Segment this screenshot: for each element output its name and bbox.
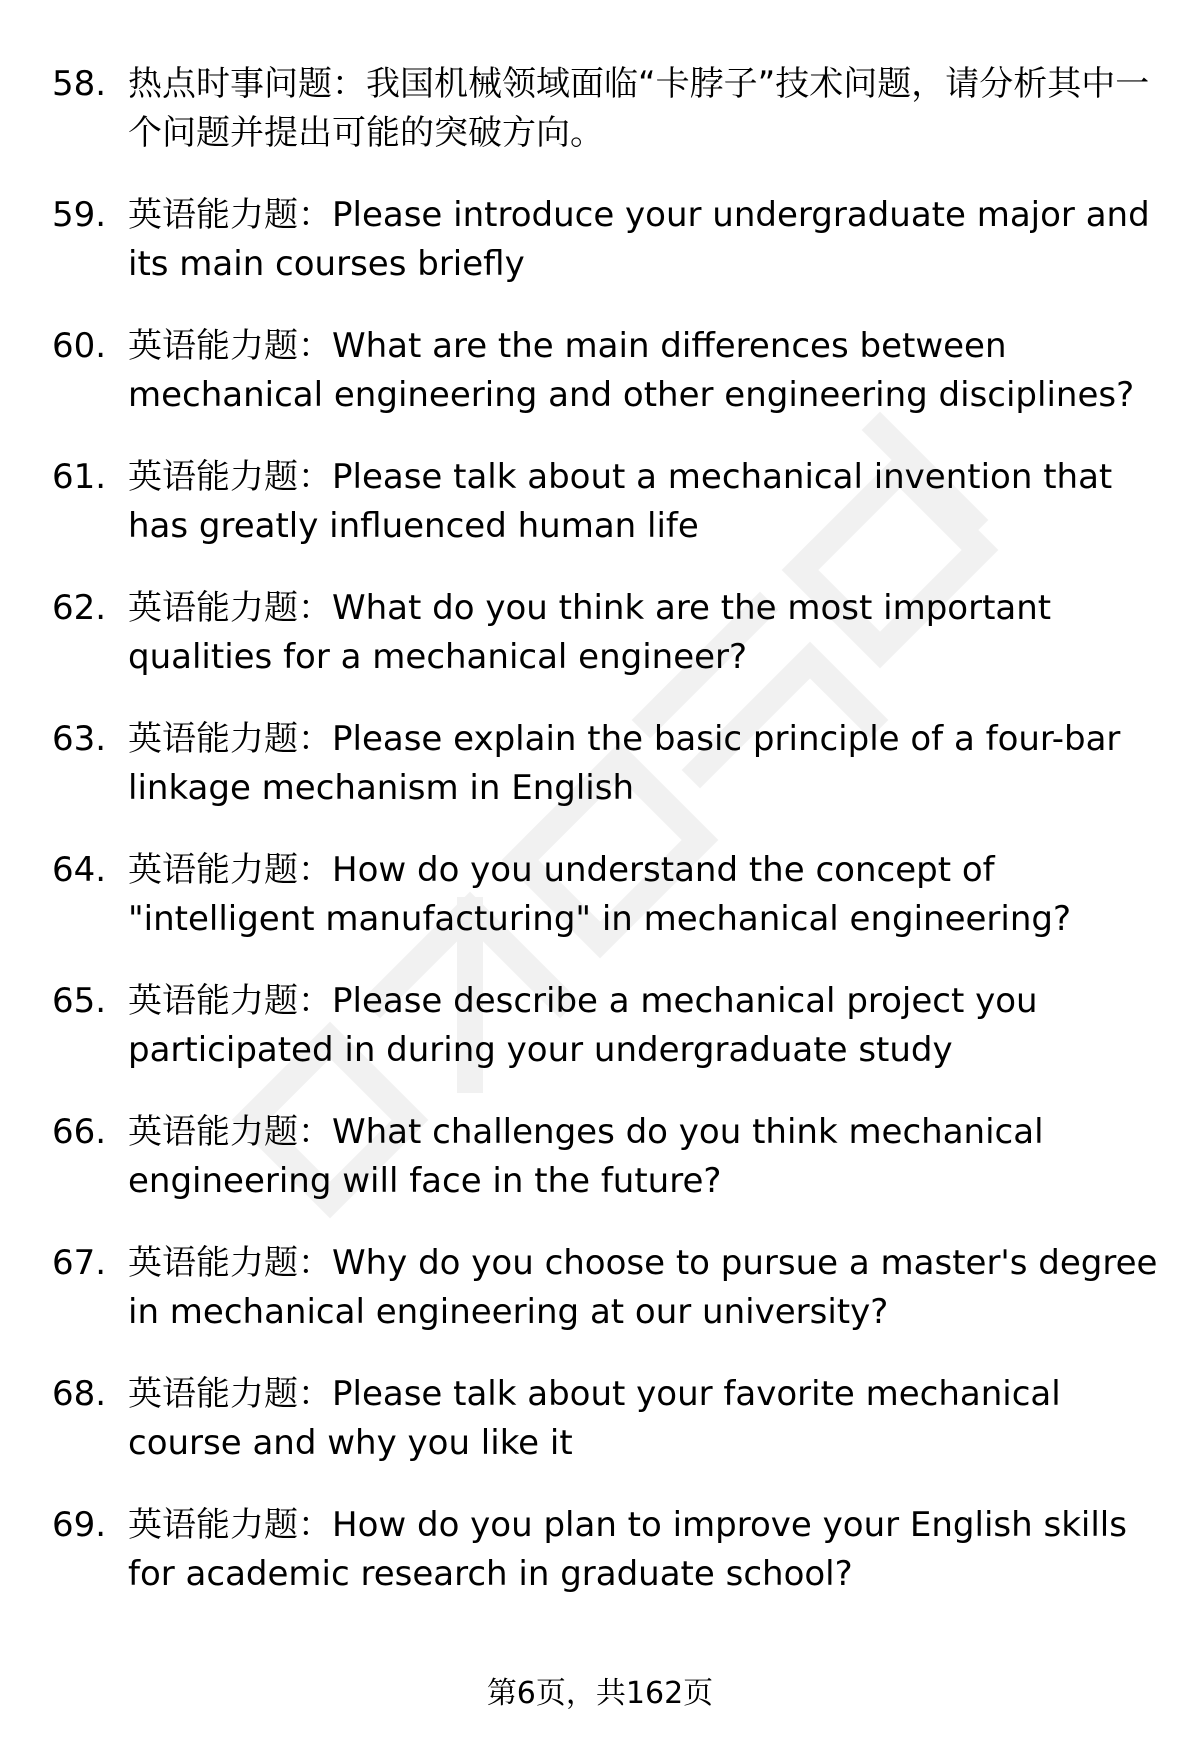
question-text: 英语能力题：Why do you choose to pursue a master's degree in mechanical engineering at our university?	[128, 1243, 1158, 1332]
page-footer: 第6页，共162页	[486, 1676, 714, 1711]
question-item-60	[52, 322, 1162, 420]
question-item-63	[52, 715, 1162, 813]
question-number: 69.	[52, 1505, 107, 1545]
question-text: 英语能力题：Please introduce your undergraduate major and its main courses briefly	[128, 195, 1150, 284]
question-item-62	[52, 584, 1162, 682]
question-text: 热点时事问题：我国机械领域面临“卡脖子”技术问题，请分析其中一个问题并提出可能的突破方向。	[128, 64, 1150, 153]
question-number: 59.	[52, 195, 107, 235]
question-text: 英语能力题：How do you plan to improve your English skills for academic research in graduate school?	[128, 1505, 1127, 1594]
question-list	[52, 60, 1162, 1632]
question-item-69	[52, 1501, 1162, 1599]
question-item-59	[52, 191, 1162, 289]
question-number: 60.	[52, 326, 107, 366]
question-item-67	[52, 1239, 1162, 1337]
question-number: 68.	[52, 1374, 107, 1414]
question-item-64	[52, 846, 1162, 944]
question-number: 62.	[52, 588, 107, 628]
question-number: 66.	[52, 1112, 107, 1152]
question-item-58	[52, 60, 1162, 158]
question-number: 58.	[52, 64, 107, 104]
question-text: 英语能力题：Please talk about your favorite mechanical course and why you like it	[128, 1374, 1061, 1463]
question-text: 英语能力题：What do you think are the most important qualities for a mechanical engineer?	[128, 588, 1052, 677]
question-text: 英语能力题：Please talk about a mechanical invention that has greatly influenced human life	[128, 457, 1113, 546]
question-text: 英语能力题：How do you understand the concept of "intelligent manufacturing" in mechanical engineering?	[128, 850, 1072, 939]
question-number: 65.	[52, 981, 107, 1021]
question-item-68	[52, 1370, 1162, 1468]
question-text: 英语能力题：What are the main differences between mechanical engineering and other engineering disciplines?	[128, 326, 1135, 415]
question-text: 英语能力题：Please describe a mechanical project you participated in during your undergraduate study	[128, 981, 1038, 1070]
question-number: 64.	[52, 850, 107, 890]
question-item-61	[52, 453, 1162, 551]
question-text: 英语能力题：What challenges do you think mechanical engineering will face in the future?	[128, 1112, 1044, 1201]
question-number: 61.	[52, 457, 107, 497]
question-text: 英语能力题：Please explain the basic principle of a four-bar linkage mechanism in English	[128, 719, 1121, 808]
question-number: 67.	[52, 1243, 107, 1283]
question-item-66	[52, 1108, 1162, 1206]
question-number: 63.	[52, 719, 107, 759]
question-item-65	[52, 977, 1162, 1075]
